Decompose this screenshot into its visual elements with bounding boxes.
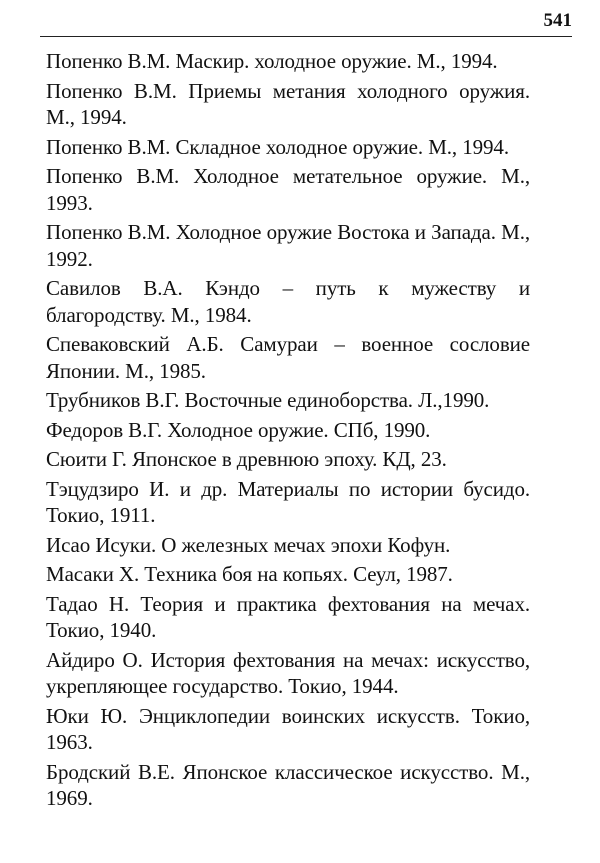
bibliography-entry: Попенко В.М. Холодное метательное оружие. М., 1993. [46,164,530,215]
page-number: 541 [543,10,572,31]
bibliography-entry: Бродский В.Е. Японское классическое искусство. М., 1969. [46,759,530,810]
bibliography-entry: Тадао Н. Теория и практика фехтования на мечах. Токио, 1940. [46,591,530,642]
bibliography-entry: Исао Исуки. О железных мечах эпохи Кофун. [46,532,451,557]
bibliography-entry: Попенко В.М. Маскир. холодное оружие. М., 1994. [46,49,498,73]
bibliography-list [46,48,530,812]
bibliography-entry: Федоров В.Г. Холодное оружие. СПб, 1990. [46,417,431,442]
bibliography-entry: Попенко В.М. Холодное оружие Востока и Запада. М., 1992. [46,220,530,271]
bibliography-entry: Трубников В.Г. Восточные единоборства. Л.,1990. [46,388,490,412]
bibliography-entry: Спеваковский А.Б. Самураи – военное сословие Японии. М., 1985. [46,332,530,383]
bibliography-entry: Юки Ю. Энциклопедии воинских искусств. Токио, 1963. [46,703,530,754]
bibliography-entry: Попенко В.М. Приемы метания холодного оружия. М., 1994. [46,78,530,129]
bibliography-entry: Попенко В.М. Складное холодное оружие. М., 1994. [46,134,509,159]
bibliography-entry: Масаки Х. Техника боя на копьях. Сеул, 1987. [46,562,453,586]
bibliography-entry: Тэцудзиро И. и др. Материалы по истории бусидо. Токио, 1911. [46,476,530,527]
bibliography-entry: Айдиро О. История фехтования на мечах: искусство, укрепляющее государство. Токио, 1944. [46,647,530,698]
bibliography-entry: Сюити Г. Японское в древнюю эпоху. КД, 23. [46,447,447,471]
bibliography-entry: Савилов В.А. Кэндо – путь к мужеству и благородству. М., 1984. [46,276,530,327]
page-header [40,8,572,37]
